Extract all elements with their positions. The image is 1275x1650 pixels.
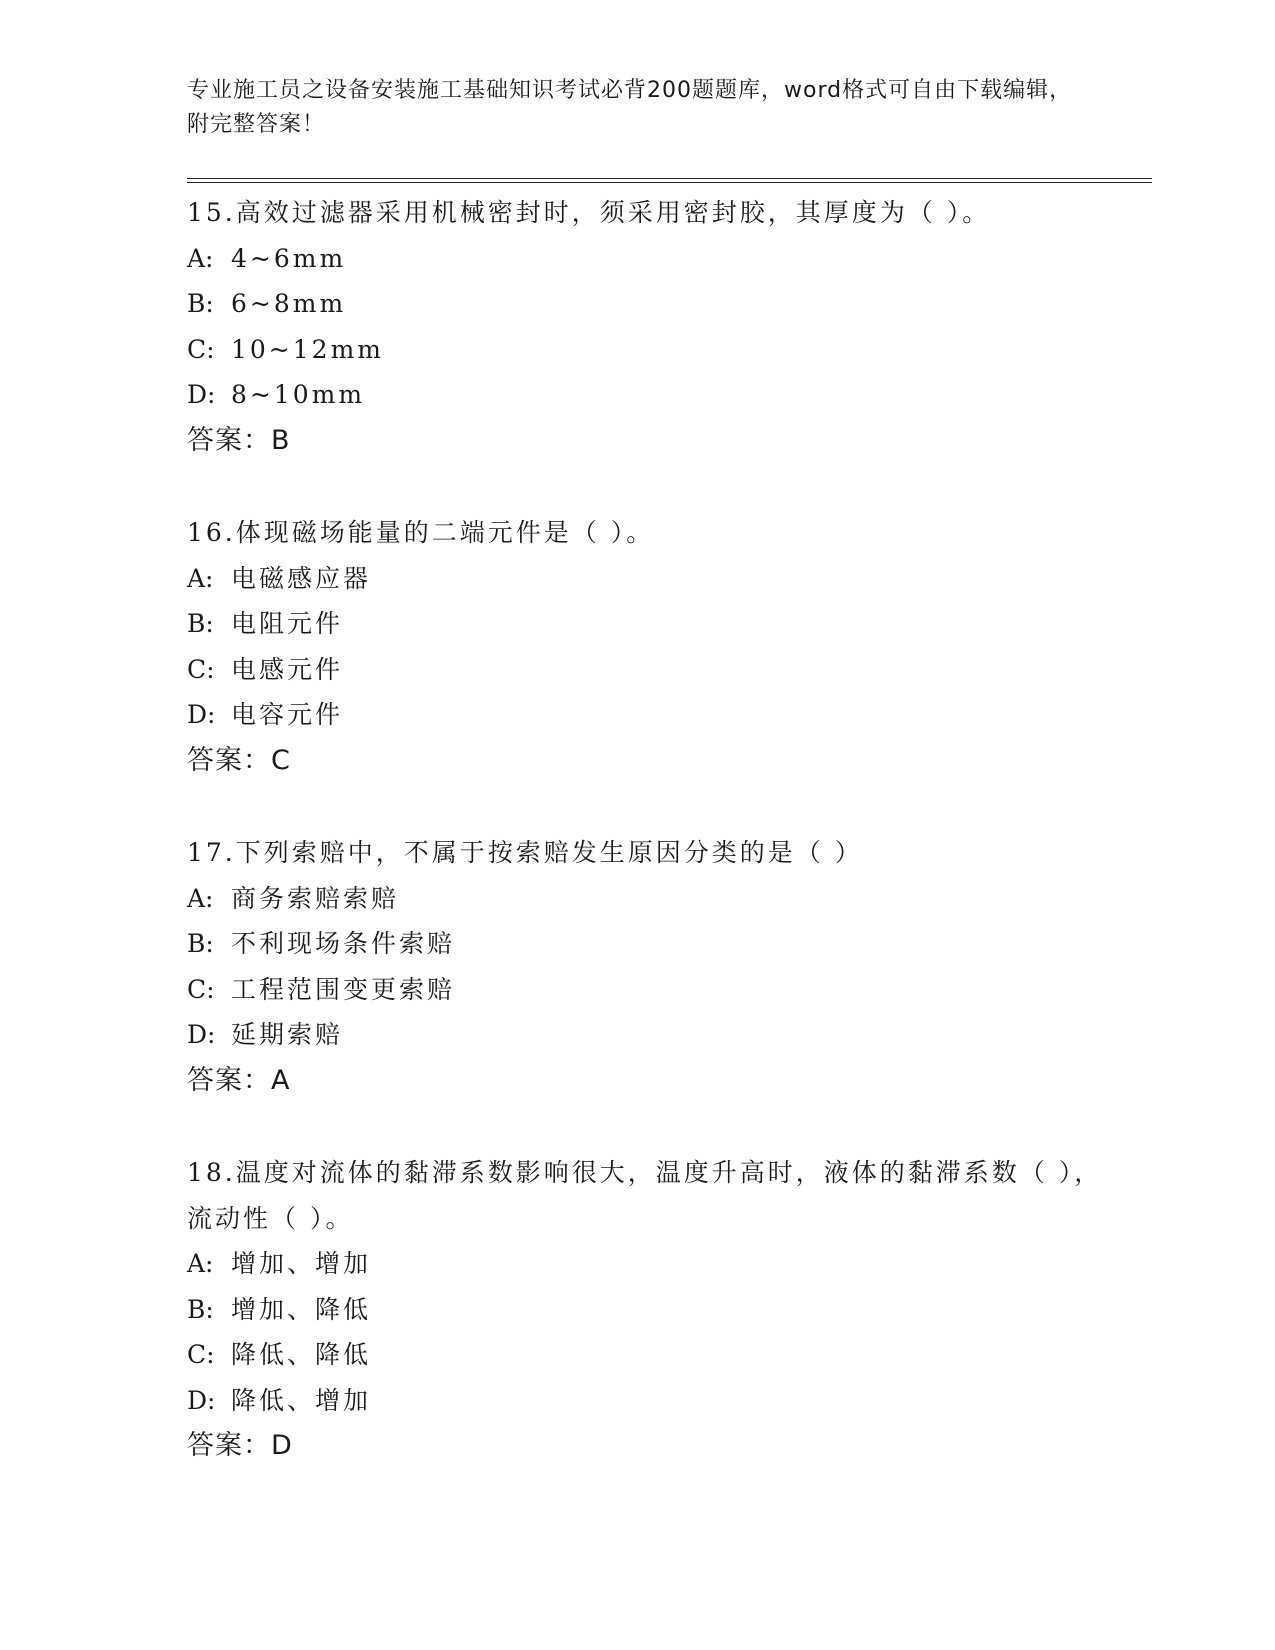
option-text: 6~8mm: [231, 289, 347, 318]
option-key: D:: [187, 1385, 216, 1415]
answer-line: 答案：C: [187, 744, 291, 776]
option-key: A:: [187, 1249, 214, 1278]
question-text: 18.温度对流体的黏滞系数影响很大，温度升高时，液体的黏滞系数（ ），流动性（ ）。: [187, 1158, 1103, 1233]
option-key: A:: [187, 243, 214, 273]
question-text: 15.高效过滤器采用机械密封时，须采用密封胶，其厚度为（ ）。: [187, 198, 991, 227]
option-c: [187, 647, 1107, 693]
option-text: 电阻元件: [231, 609, 344, 638]
option-text: 8~10mm: [231, 380, 366, 409]
option-c: [187, 327, 1107, 373]
option-text: 电磁感应器: [231, 563, 372, 593]
option-text: 增加、增加: [231, 1249, 372, 1278]
question-list: [187, 190, 1107, 1516]
option-a: [187, 556, 1107, 602]
option-b: [187, 601, 1107, 647]
option-key: B:: [187, 289, 214, 318]
option-text: 电容元件: [231, 700, 344, 729]
header-title: 专业施工员之设备安装施工基础知识考试必背200题题库，word格式可自由下载编辑，附完整答案！: [187, 78, 1073, 137]
option-c: [187, 967, 1107, 1013]
option-text: 商务索赔索赔: [231, 883, 400, 913]
question-16: [187, 510, 1107, 783]
option-key: C:: [187, 334, 215, 364]
option-text: 降低、降低: [231, 1340, 372, 1369]
option-key: B:: [187, 929, 214, 958]
option-text: 4~6mm: [231, 243, 347, 273]
header-divider: [187, 178, 1152, 183]
option-text: 10~12mm: [231, 334, 384, 364]
option-text: 不利现场条件索赔: [231, 929, 456, 958]
answer-line: 答案：B: [187, 424, 291, 456]
option-key: D:: [187, 380, 216, 409]
question-18: [187, 1150, 1107, 1469]
answer-line: 答案：A: [187, 1064, 291, 1096]
option-b: [187, 281, 1107, 327]
question-17: [187, 830, 1107, 1103]
option-key: A:: [187, 883, 214, 913]
option-key: B:: [187, 1294, 214, 1324]
answer-line: 答案：D: [187, 1430, 293, 1461]
question-text: 17.下列索赔中，不属于按索赔发生原因分类的是（ ）: [187, 838, 863, 867]
option-c: [187, 1332, 1107, 1378]
option-a: [187, 876, 1107, 922]
option-text: 电感元件: [231, 654, 344, 684]
option-d: [187, 1378, 1107, 1424]
option-key: A:: [187, 563, 214, 593]
option-d: [187, 372, 1107, 418]
option-d: [187, 1012, 1107, 1058]
option-a: [187, 236, 1107, 282]
option-b: [187, 921, 1107, 967]
option-key: C:: [187, 974, 215, 1004]
option-key: D:: [187, 700, 216, 729]
option-text: 延期索赔: [231, 1020, 344, 1049]
option-text: 增加、降低: [231, 1294, 372, 1324]
option-key: C:: [187, 654, 215, 684]
document-header: [187, 74, 1087, 142]
option-key: D:: [187, 1020, 216, 1049]
option-key: C:: [187, 1340, 215, 1369]
question-15: [187, 190, 1107, 463]
option-a: [187, 1241, 1107, 1287]
question-text: 16.体现磁场能量的二端元件是（ ）。: [187, 518, 655, 547]
option-text: 降低、增加: [231, 1385, 372, 1415]
option-d: [187, 692, 1107, 738]
option-text: 工程范围变更索赔: [231, 974, 456, 1004]
option-key: B:: [187, 609, 214, 638]
option-b: [187, 1287, 1107, 1333]
